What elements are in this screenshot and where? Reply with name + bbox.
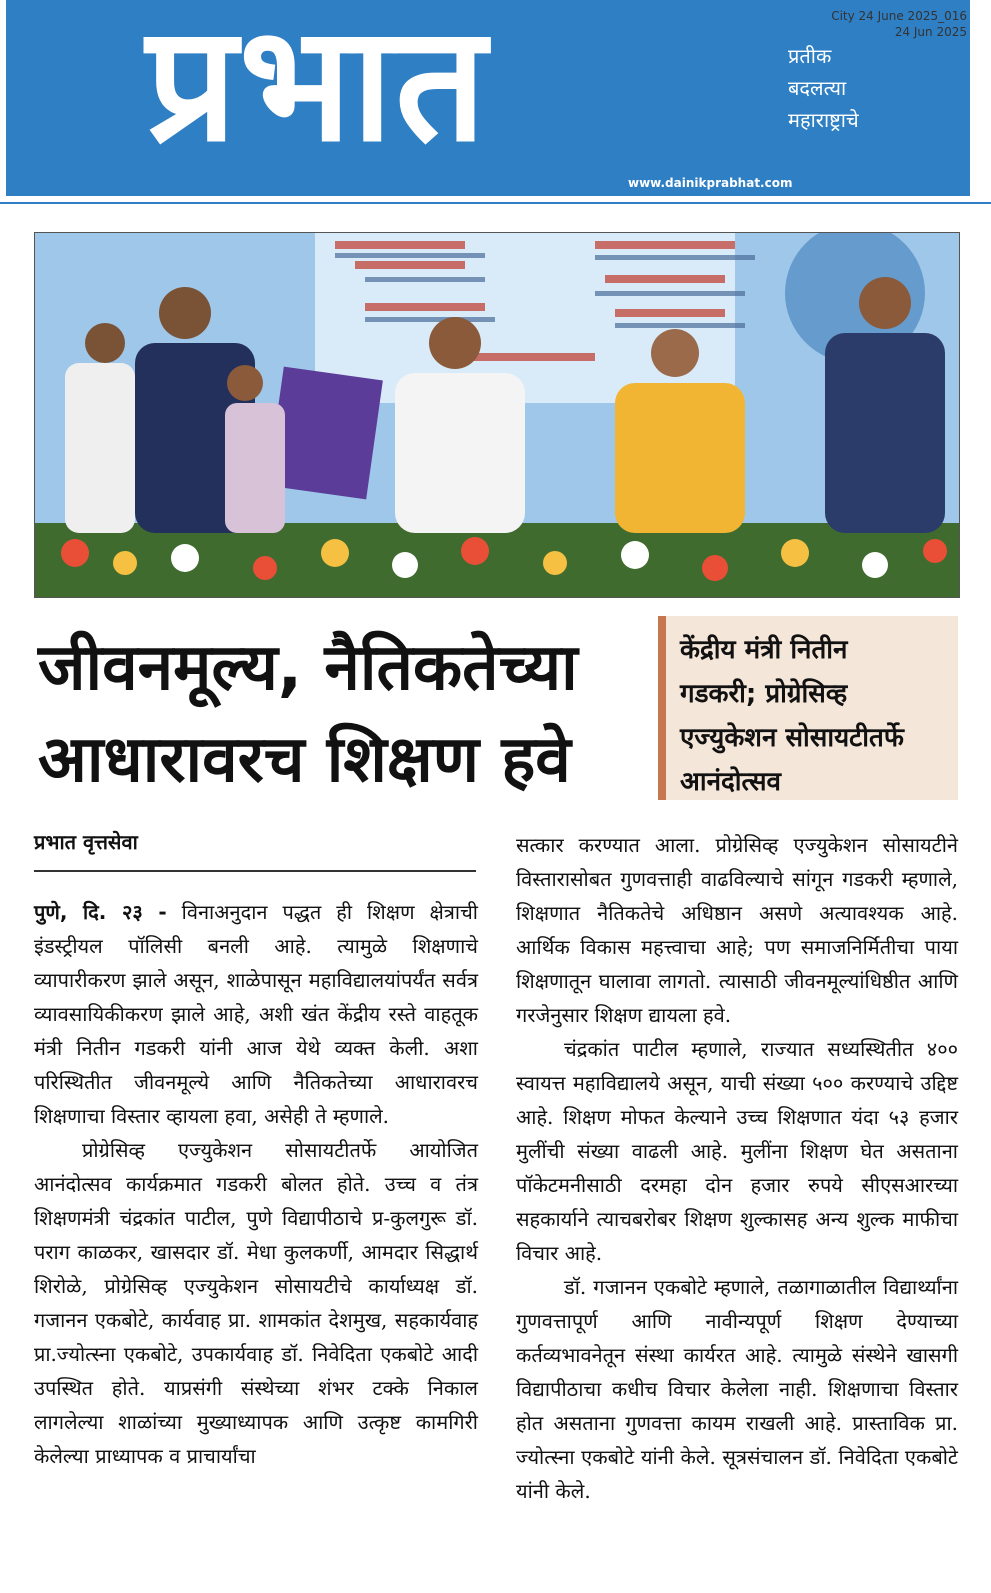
dateline-place: पुणे, दि. २३ - <box>34 900 167 924</box>
body-paragraph: सत्कार करण्यात आला. प्रोग्रेसिव्ह एज्युकेशन सोसायटीने विस्तारासोबत गुणवत्ताही वाढविल्याचे सांगून गडकरी म्हणाले, शिक्षणात नैतिकतेचे अधिष्ठान असणे अत्यावश्यक आहे. आर्थिक विकास महत्त्वाचा आहे; पण समाजनिर्मितीचा पाया शिक्षणातून घालावा लागतो. त्यासाठी जीवनमूल्यांधिष्ठीत आणि गरजेनुसार शिक्षण द्यायला हवे. <box>516 833 958 1027</box>
body-paragraph: प्रोग्रेसिव्ह एज्युकेशन सोसायटीतर्फे आयोजित आनंदोत्सव कार्यक्रमात गडकरी बोलत होते. उच्च व तंत्र शिक्षणमंत्री चंद्रकांत पाटील, पुणे विद्यापीठाचे प्र-कुलगुरू डॉ. पराग काळकर, खासदार डॉ. मेधा कुलकर्णी, आमदार सिद्धार्थ शिरोळे, प्रोग्रेसिव्ह एज्युकेशन सोसायटीचे कार्याध्यक्ष डॉ. गजानन एकबोटे, कार्यवाह प्रा. शामकांत देशमुख, सहकार्यवाह प्रा.ज्योत्स्ना एकबोटे, उपकार्यवाह डॉ. निवेदिता एकबोटे आदी उपस्थित होते. याप्रसंगी संस्थेच्या शंभर टक्के निकाल लागलेल्या शाळांच्या मुख्याध्यापक आणि उत्कृष्ट कामगिरी केलेल्या प्राध्यापक व प्राचार्यांचा <box>34 1138 478 1468</box>
article-column-right <box>516 828 958 1508</box>
lead-text: विनाअनुदान पद्धत ही शिक्षण क्षेत्राची इंडस्ट्रीयल पॉलिसी बनली आहे. त्यामुळे शिक्षणाचे व्यापारीकरण झाले असून, शाळेपासून महाविद्यालयांपर्यंत सर्वत्र व्यावसायिकीकरण झाले आहे, अशी खंत केंद्रीय रस्ते वाहतूक मंत्री नितीन गडकरी यांनी आज येथे व्यक्त केली. अशा परिस्थितीत जीवनमूल्ये आणि नैतिकतेच्या आधारावरच शिक्षणाचा विस्तार व्हायला हवा, असेही ते म्हणाले. <box>34 900 478 1128</box>
edition-label: City 24 June 2025_016 <box>831 9 967 23</box>
body-paragraph: डॉ. गजानन एकबोटे म्हणाले, तळागाळातील विद्यार्थ्यांना गुणवत्तापूर्ण आणि नावीन्यपूर्ण शिक्षण देण्याच्या कर्तव्यभावनेतून संस्था कार्यरत आहे. त्यामुळे संस्थेने खासगी विद्यापीठाचा कधीच विचार केलेला नाही. शिक्षणाचा विस्तार होत असताना गुणवत्ता कायम राखली आहे. प्रास्ताविक प्रा. ज्योत्स्ना एकबोटे यांनी केले. सूत्रसंचालन डॉ. निवेदिता एकबोटे यांनी केले. <box>516 1275 958 1503</box>
tagline-line: महाराष्ट्राचे <box>788 108 859 132</box>
article-byline: प्रभात वृत्तसेवा <box>34 830 138 854</box>
newspaper-logo: प्रभात <box>146 0 489 177</box>
masthead-tagline <box>788 40 859 136</box>
tagline-line: प्रतीक <box>788 44 832 68</box>
article-subheadline <box>658 616 958 800</box>
masthead-rule <box>0 196 991 204</box>
event-photo-illustration <box>35 233 959 597</box>
headline-line: आधारावरच शिक्षण हवे <box>38 723 571 797</box>
lead-paragraph <box>34 895 478 1133</box>
masthead <box>6 0 970 196</box>
subheadline-line: आनंदोत्सव <box>680 767 782 797</box>
subheadline-line: गडकरी; प्रोग्रेसिव्ह <box>680 679 848 709</box>
subheadline-line: केंद्रीय मंत्री नितीन <box>680 635 848 665</box>
website-url: www.dainikprabhat.com <box>628 176 793 190</box>
article-headline <box>38 622 638 806</box>
tagline-line: बदलत्या <box>788 76 847 100</box>
article-column-left <box>34 895 478 1473</box>
dateline <box>831 8 967 40</box>
body-paragraph: चंद्रकांत पाटील म्हणाले, राज्यात सध्यस्थितीत ४०० स्वायत्त महाविद्यालये असून, याची संख्या ५०० करण्याचे उद्दिष्ट आहे. शिक्षण मोफत केल्याने उच्च शिक्षणात यंदा ५३ हजार मुलींची संख्या वाढली आहे. मुलींना शिक्षण घेत असताना पॉकेटमनीसाठी दरमहा दोन हजार रुपये सीएसआरच्या सहकार्याने त्याचबरोबर शिक्षण शुल्कासह अन्य शुल्क माफीचा विचार आहे. <box>516 1037 958 1265</box>
issue-date: 24 Jun 2025 <box>894 25 967 39</box>
event-photo <box>34 232 960 598</box>
headline-line: जीवनमूल्य, नैतिकतेच्या <box>38 631 578 705</box>
subheadline-line: एज्युकेशन सोसायटीतर्फे <box>680 723 904 753</box>
byline-divider <box>34 870 476 872</box>
